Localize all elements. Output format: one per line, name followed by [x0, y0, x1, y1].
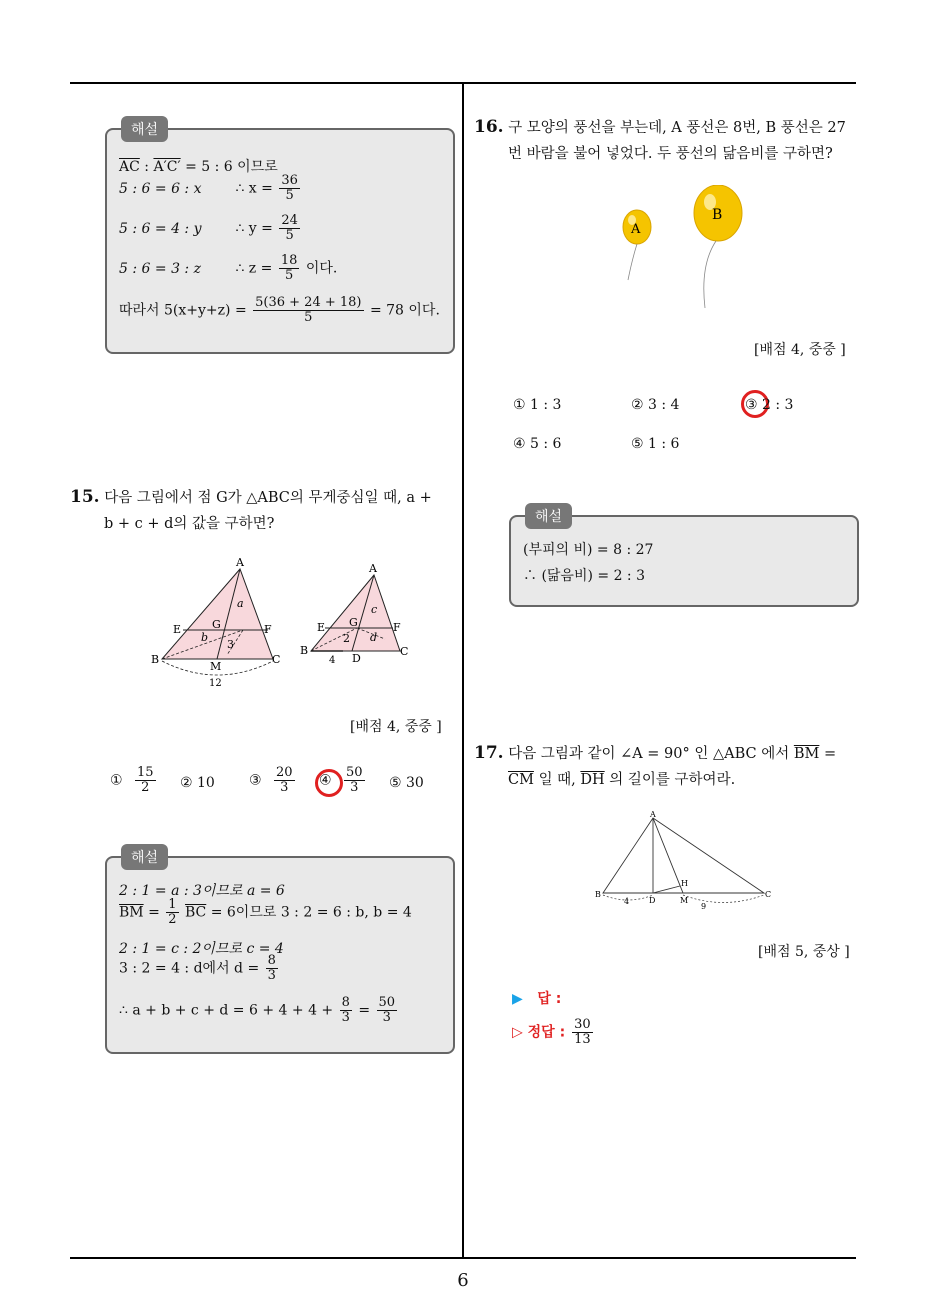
column-divider — [462, 82, 464, 1258]
q15-points: [배점 4, 중중 ] — [350, 719, 442, 735]
q16-text-2: 번 바람을 불어 넣었다. 두 풍선의 닮음비를 구하면? — [508, 146, 833, 162]
q16-balloons — [610, 185, 760, 315]
q15-f1-A: A — [236, 556, 244, 569]
q15-f1-M: M — [210, 660, 222, 673]
q14-sol-line-2: 5 : 6 = 6 : x ∴ x = $\frac{36}{5}$ — [119, 173, 298, 203]
solution-tag: 해설 — [121, 116, 168, 142]
q16-question — [474, 114, 860, 167]
q15-choice-1[interactable]: ① $\frac{15}{2}$ — [110, 765, 154, 795]
q15-sol-line-5: ∴ a + b + c + d = 6 + 4 + 4 + $\frac{8}{3}$ = $\frac{50}{3}$ — [119, 995, 396, 1025]
q17-correct-label: 정답 : — [527, 1024, 566, 1041]
play-outline-icon: ▷ — [512, 1024, 523, 1041]
q15-f1-G: G — [212, 618, 221, 631]
q15-f1-B: B — [151, 653, 160, 666]
q15-f2-G: G — [349, 616, 358, 629]
q15-sol-line-2: $\overline{BM}$ = $\frac{1}{2}$ $\overline{BC} = 6$이므로 3 : 2 = 6 : b, b = 4 — [119, 897, 412, 927]
q16-choice-2[interactable]: ② 3 : 4 — [631, 397, 680, 413]
q17-number: 17. — [474, 743, 504, 763]
q15-f2-C: C — [400, 645, 409, 658]
q16-choice-4[interactable]: ④ 5 : 6 — [513, 436, 562, 452]
solution-tag: 해설 — [525, 503, 572, 529]
q15-f1-12: 12 — [209, 678, 222, 689]
q16-sol-line-2: ∴ (닮음비) = 2 : 3 — [523, 568, 646, 584]
q15-question — [70, 484, 456, 537]
q17-4: 4 — [624, 897, 630, 906]
balloon-a — [623, 210, 651, 280]
q15-choice-5[interactable]: ⑤ 30 — [389, 775, 424, 791]
q15-choice-3[interactable]: ③ $\frac{20}{3}$ — [249, 765, 293, 795]
q15-f2-E: E — [317, 621, 326, 634]
q14-sol-line-5: 따라서 5(x+y+z) = $\frac{5(36 + 24 + 18)}{5}$ = 78 이다. — [119, 295, 440, 325]
q15-f2-A: A — [369, 562, 377, 575]
q15-sol-line-4: 3 : 2 = 4 : d에서 d = $\frac{8}{3}$ — [119, 953, 276, 983]
q17-answer-label: 답 : — [537, 991, 562, 1007]
q15-f2-c: c — [371, 603, 378, 616]
q17-M: M — [680, 896, 689, 905]
q15-sol-line-3: 2 : 1 = c : 2이므로 c = 4 — [119, 941, 284, 957]
q15-f2-d: d — [370, 631, 378, 644]
q17-C: C — [765, 890, 772, 899]
balloon-b-label: B — [712, 207, 723, 223]
q15-f1-F: F — [264, 623, 272, 636]
q15-f1-E: E — [173, 623, 182, 636]
q15-f1-3: 3 — [227, 638, 234, 651]
q17-D: D — [649, 896, 656, 905]
q15-figure — [145, 555, 425, 690]
q17-9: 9 — [701, 902, 707, 911]
q16-choice-1[interactable]: ① 1 : 3 — [513, 397, 562, 413]
q16-points: [배점 4, 중중 ] — [754, 342, 846, 358]
q16-number: 16. — [474, 117, 504, 137]
q17-B: B — [595, 890, 601, 899]
q15-f2-F: F — [393, 621, 401, 634]
q15-choice-2[interactable]: ② 10 — [180, 775, 215, 791]
q16-choice-3[interactable]: ③ 2 : 3 — [745, 397, 794, 413]
q16-text-1: 구 모양의 풍선을 부는데, A 풍선은 8번, B 풍선은 27 — [508, 120, 846, 136]
q17-H: H — [681, 879, 688, 888]
balloon-b — [694, 185, 742, 308]
q15-f2-4: 4 — [329, 655, 336, 666]
q14-solution-box — [105, 122, 455, 354]
q17-correct-row: ▷ 정답 : $\frac{30}{13}$ — [512, 1017, 591, 1047]
play-icon: ▶ — [512, 991, 523, 1007]
q15-sol-line-1: 2 : 1 = a : 3이므로 a = 6 — [119, 883, 285, 899]
solution-tag: 해설 — [121, 844, 168, 870]
q15-f1-b: b — [201, 631, 209, 644]
q15-f2-D: D — [352, 652, 361, 665]
q15-solution-box — [105, 850, 455, 1054]
q16-solution-box — [509, 509, 859, 607]
q14-sol-line-3: 5 : 6 = 4 : y ∴ y = $\frac{24}{5}$ — [119, 213, 298, 243]
q15-f1-C: C — [272, 653, 281, 666]
q17-answer-row[interactable] — [512, 988, 561, 1008]
q16-choice-5[interactable]: ⑤ 1 : 6 — [631, 436, 680, 452]
q15-f1-a: a — [237, 597, 244, 610]
balloon-a-label: A — [631, 222, 641, 237]
q15-f2-B: B — [300, 644, 309, 657]
page-number: 6 — [457, 1270, 469, 1291]
q17-A: A — [650, 810, 656, 819]
q14-sol-line-1: $\overline{AC}$ : A′C′ = 5 : 6 이므로 — [119, 159, 278, 175]
q14-sol-line-4: 5 : 6 = 3 : z ∴ z = $\frac{18}{5}$ 이다. — [119, 253, 338, 283]
q15-text-2: b + c + d의 값을 구하면? — [104, 516, 275, 532]
q16-sol-line-1: (부피의 비) = 8 : 27 — [523, 542, 654, 558]
q15-number: 15. — [70, 487, 100, 507]
q15-text-1: 다음 그림에서 점 G가 △ABC의 무게중심일 때, a + — [104, 490, 432, 506]
q15-triangle-2 — [311, 575, 400, 651]
q15-choice-4[interactable]: ④ $\frac{50}{3}$ — [319, 765, 363, 795]
q17-question: 17. 다음 그림과 같이 ∠A = 90° 인 △ABC 에서 $\overline{BM}$ = $\overline{CM}$ 일 때, $\overline{DH}$ 의 길이를 구하여라. — [474, 743, 837, 788]
q17-figure — [590, 808, 780, 913]
q15-f2-2: 2 — [343, 632, 350, 645]
q17-points: [배점 5, 중상 ] — [758, 944, 850, 960]
